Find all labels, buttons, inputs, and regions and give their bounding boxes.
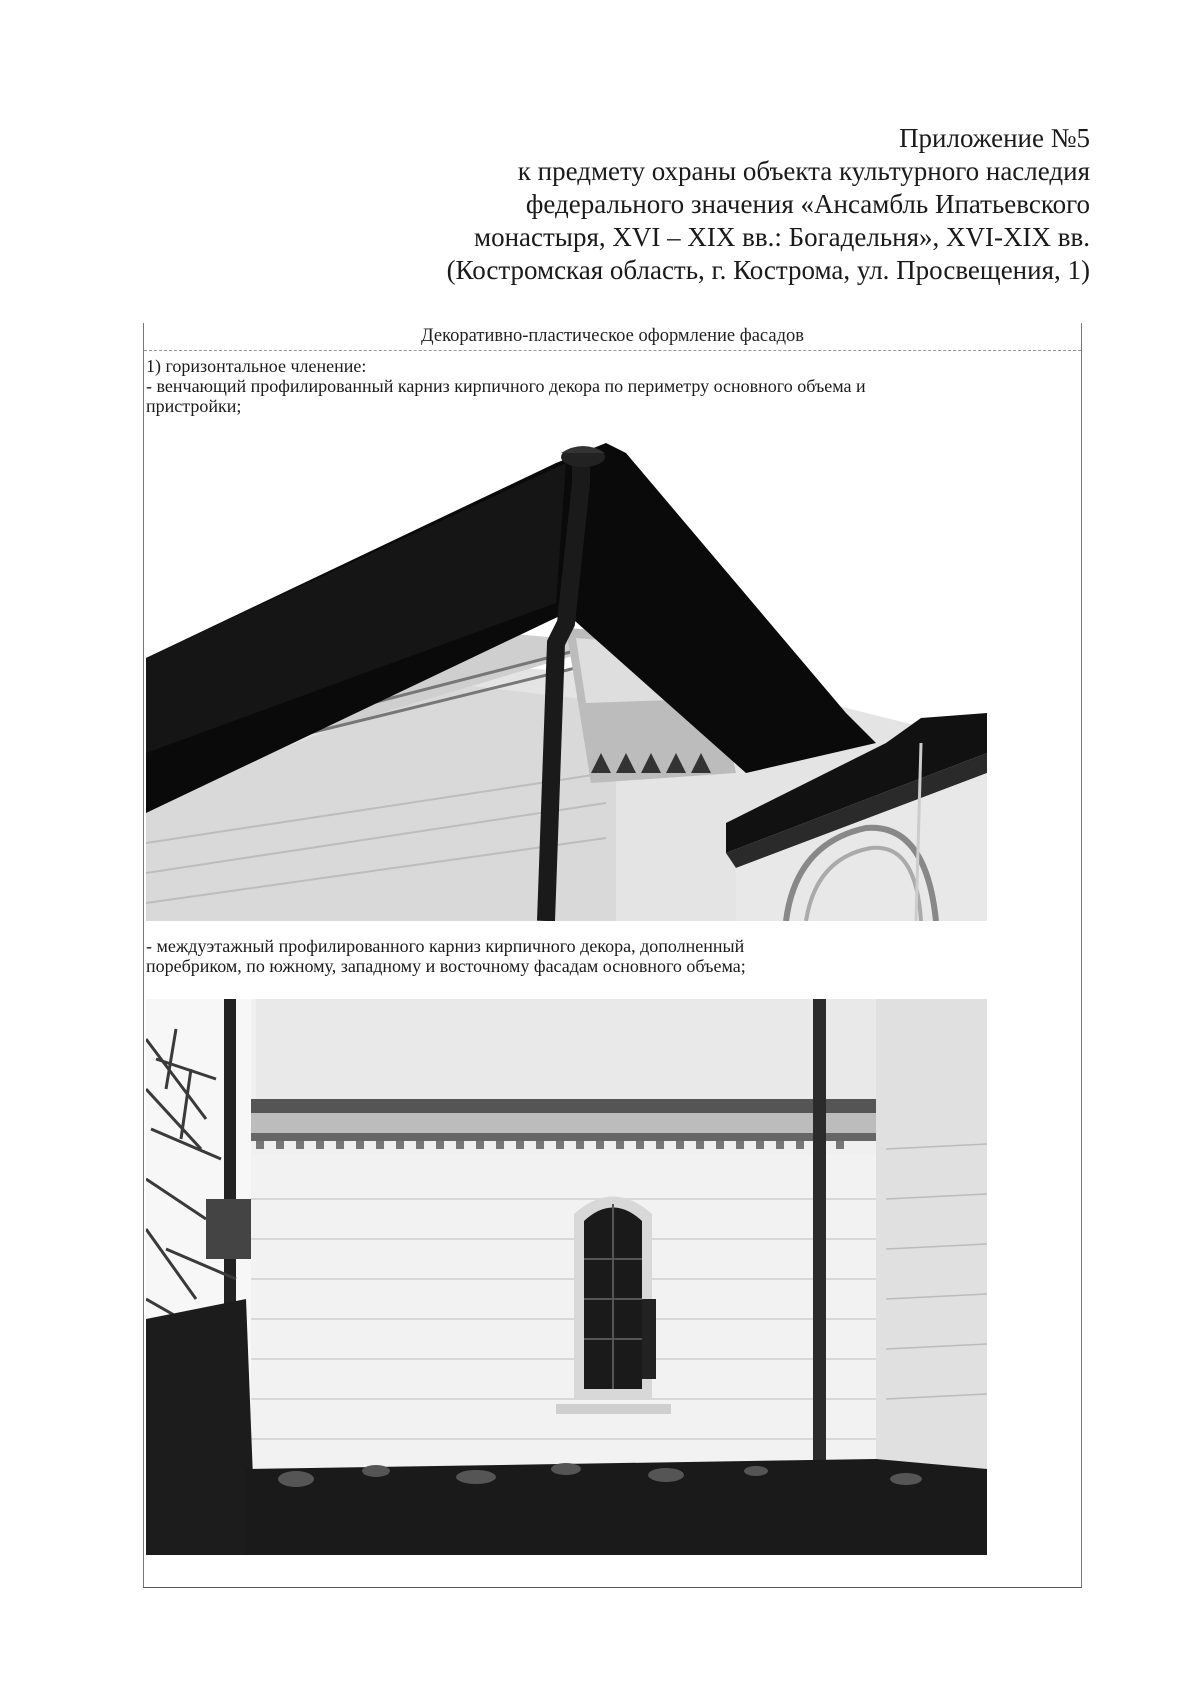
item2-text-line2: поребриком, по южному, западному и восточному фасадам основного объема;	[146, 956, 746, 976]
photo-crowning-cornice	[146, 443, 987, 921]
header-line-5: (Костромская область, г. Кострома, ул. Просвещения, 1)	[446, 255, 1090, 285]
header-appendix-number: Приложение №5	[899, 123, 1090, 153]
header-line-4: монастыря, XVI – XIX вв.: Богадельня», XVI-XIX вв.	[474, 222, 1090, 252]
header-line-3: федерального значения «Ансамбль Ипатьевского	[525, 189, 1090, 219]
header-line-2: к предмету охраны объекта культурного наследия	[517, 156, 1090, 186]
item1-text-line1: - венчающий профилированный карниз кирпичного декора по периметру основного объема и	[146, 376, 866, 396]
item1-text-line2: пристройки;	[146, 396, 242, 416]
item2-text-line1: - междуэтажный профилированного карниз кирпичного декора, дополненный	[146, 936, 745, 956]
section-title: 1) горизонтальное членение:	[146, 356, 367, 376]
facade-table	[143, 323, 1082, 1588]
photo-interfloor-cornice	[146, 999, 987, 1555]
document-header	[447, 122, 1090, 287]
table-caption: Декоративно-пластическое оформление фасадов	[144, 323, 1081, 351]
